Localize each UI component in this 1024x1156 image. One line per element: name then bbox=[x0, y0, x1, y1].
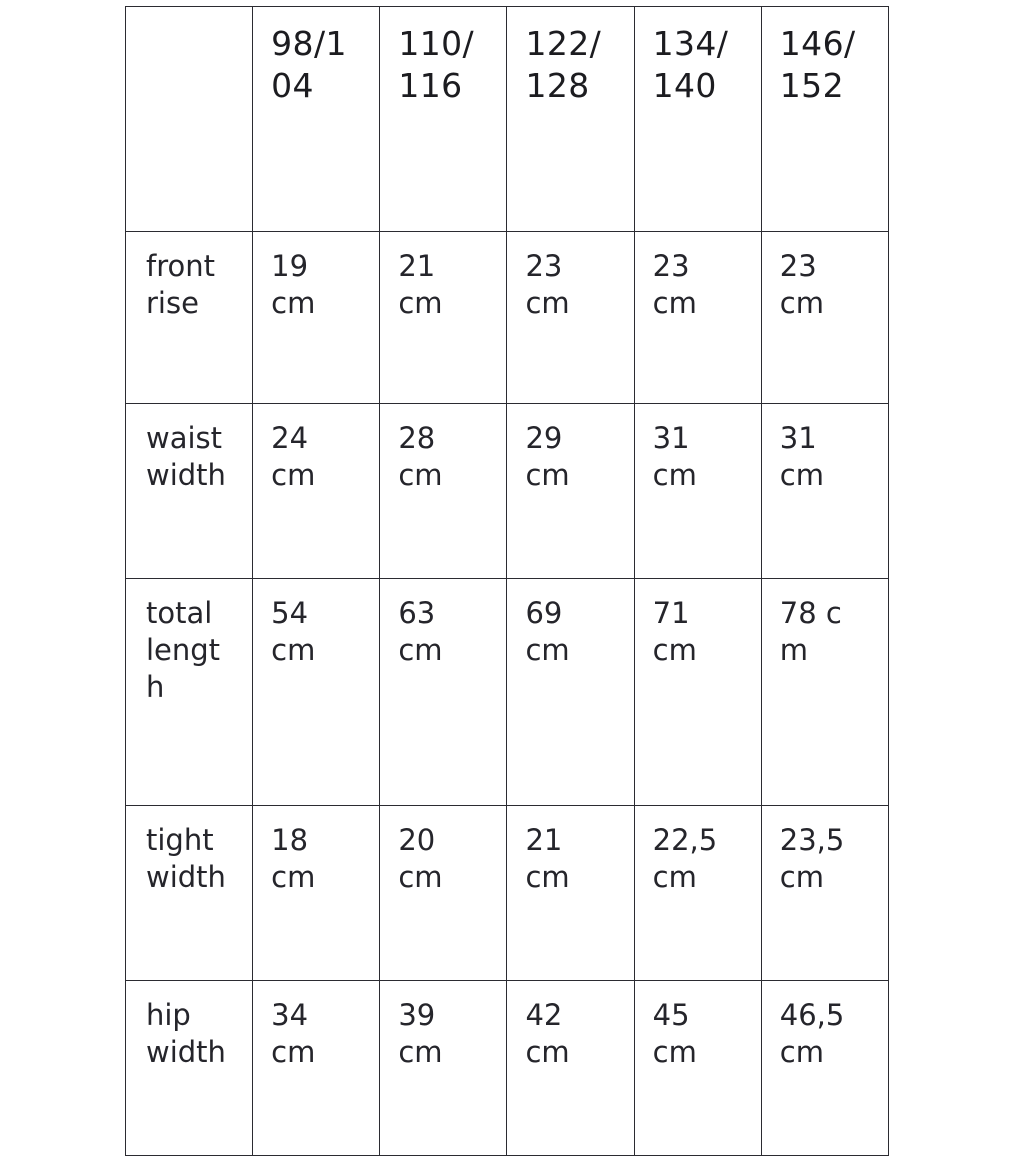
cell-unit: cm bbox=[271, 286, 316, 321]
cell-value: 21 bbox=[398, 249, 436, 283]
cell-value: 31 bbox=[652, 421, 690, 455]
row-label-waist-width: waist width bbox=[126, 404, 253, 579]
cell-value: 23,5 bbox=[779, 823, 845, 857]
cell-unit: cm bbox=[652, 458, 697, 493]
cell-waist-width-110-116 bbox=[380, 404, 507, 579]
cell-unit: cm bbox=[779, 860, 824, 895]
cell-front-rise-110-116 bbox=[380, 232, 507, 404]
cell-unit: cm bbox=[652, 286, 697, 321]
cell-value: 22,5 bbox=[652, 823, 718, 857]
cell-value: 28 bbox=[398, 421, 436, 455]
cell-hip-width-146-152 bbox=[761, 981, 888, 1156]
cell-value: 23 bbox=[652, 249, 690, 283]
cell-unit: m bbox=[779, 633, 809, 668]
cell-tight-width-98-104 bbox=[253, 806, 380, 981]
cell-value: 19 bbox=[271, 249, 309, 283]
cell-unit: cm bbox=[398, 860, 443, 895]
table-row bbox=[126, 981, 889, 1156]
cell-front-rise-134-140 bbox=[634, 232, 761, 404]
cell-total-length-146-152 bbox=[761, 579, 888, 806]
cell-tight-width-146-152 bbox=[761, 806, 888, 981]
cell-unit: cm bbox=[525, 286, 570, 321]
cell-unit: cm bbox=[271, 860, 316, 895]
cell-total-length-110-116 bbox=[380, 579, 507, 806]
size-header-4: 134/140 bbox=[634, 7, 761, 232]
cell-tight-width-110-116 bbox=[380, 806, 507, 981]
cell-unit: cm bbox=[525, 860, 570, 895]
table-head bbox=[126, 7, 889, 232]
cell-value: 23 bbox=[525, 249, 563, 283]
cell-unit: cm bbox=[525, 633, 570, 668]
cell-value: 78 c bbox=[779, 596, 842, 630]
cell-unit: cm bbox=[652, 860, 697, 895]
cell-unit: cm bbox=[779, 458, 824, 493]
cell-unit: cm bbox=[398, 286, 443, 321]
cell-waist-width-98-104 bbox=[253, 404, 380, 579]
cell-value: 39 bbox=[398, 998, 436, 1032]
cell-value: 46,5 bbox=[779, 998, 845, 1032]
cell-hip-width-98-104 bbox=[253, 981, 380, 1156]
size-measurement-table bbox=[125, 6, 889, 1156]
cell-hip-width-110-116 bbox=[380, 981, 507, 1156]
cell-value: 20 bbox=[398, 823, 436, 857]
cell-unit: cm bbox=[271, 633, 316, 668]
cell-total-length-134-140 bbox=[634, 579, 761, 806]
cell-tight-width-122-128 bbox=[507, 806, 634, 981]
cell-unit: cm bbox=[525, 1035, 570, 1070]
cell-unit: cm bbox=[398, 458, 443, 493]
header-row bbox=[126, 7, 889, 232]
cell-value: 29 bbox=[525, 421, 563, 455]
cell-unit: cm bbox=[525, 458, 570, 493]
cell-total-length-122-128 bbox=[507, 579, 634, 806]
row-label-front-rise: front rise bbox=[126, 232, 253, 404]
size-header-1: 98/104 bbox=[253, 7, 380, 232]
size-header-3: 122/128 bbox=[507, 7, 634, 232]
cell-value: 31 bbox=[779, 421, 817, 455]
cell-unit: cm bbox=[271, 458, 316, 493]
cell-value: 18 bbox=[271, 823, 309, 857]
cell-value: 42 bbox=[525, 998, 563, 1032]
table-body bbox=[126, 232, 889, 1156]
cell-tight-width-134-140 bbox=[634, 806, 761, 981]
table-row bbox=[126, 579, 889, 806]
row-label-tight-width: tight width bbox=[126, 806, 253, 981]
cell-value: 71 bbox=[652, 596, 690, 630]
cell-unit: cm bbox=[652, 633, 697, 668]
table-corner-cell bbox=[126, 7, 253, 232]
cell-unit: cm bbox=[779, 286, 824, 321]
cell-front-rise-122-128 bbox=[507, 232, 634, 404]
cell-front-rise-146-152 bbox=[761, 232, 888, 404]
cell-value: 23 bbox=[779, 249, 817, 283]
cell-hip-width-134-140 bbox=[634, 981, 761, 1156]
cell-value: 69 bbox=[525, 596, 563, 630]
cell-unit: cm bbox=[652, 1035, 697, 1070]
cell-value: 54 bbox=[271, 596, 309, 630]
size-header-2: 110/116 bbox=[380, 7, 507, 232]
size-table-container bbox=[125, 6, 889, 1070]
cell-front-rise-98-104 bbox=[253, 232, 380, 404]
cell-total-length-98-104 bbox=[253, 579, 380, 806]
cell-waist-width-146-152 bbox=[761, 404, 888, 579]
table-row bbox=[126, 404, 889, 579]
cell-value: 45 bbox=[652, 998, 690, 1032]
cell-unit: cm bbox=[779, 1035, 824, 1070]
cell-hip-width-122-128 bbox=[507, 981, 634, 1156]
table-row bbox=[126, 806, 889, 981]
cell-value: 34 bbox=[271, 998, 309, 1032]
size-header-5: 146/152 bbox=[761, 7, 888, 232]
row-label-total-length: total length bbox=[126, 579, 253, 806]
cell-unit: cm bbox=[398, 1035, 443, 1070]
cell-unit: cm bbox=[398, 633, 443, 668]
table-row bbox=[126, 232, 889, 404]
row-label-hip-width: hip width bbox=[126, 981, 253, 1156]
cell-value: 21 bbox=[525, 823, 563, 857]
cell-value: 63 bbox=[398, 596, 436, 630]
cell-value: 24 bbox=[271, 421, 309, 455]
cell-waist-width-122-128 bbox=[507, 404, 634, 579]
cell-waist-width-134-140 bbox=[634, 404, 761, 579]
cell-unit: cm bbox=[271, 1035, 316, 1070]
